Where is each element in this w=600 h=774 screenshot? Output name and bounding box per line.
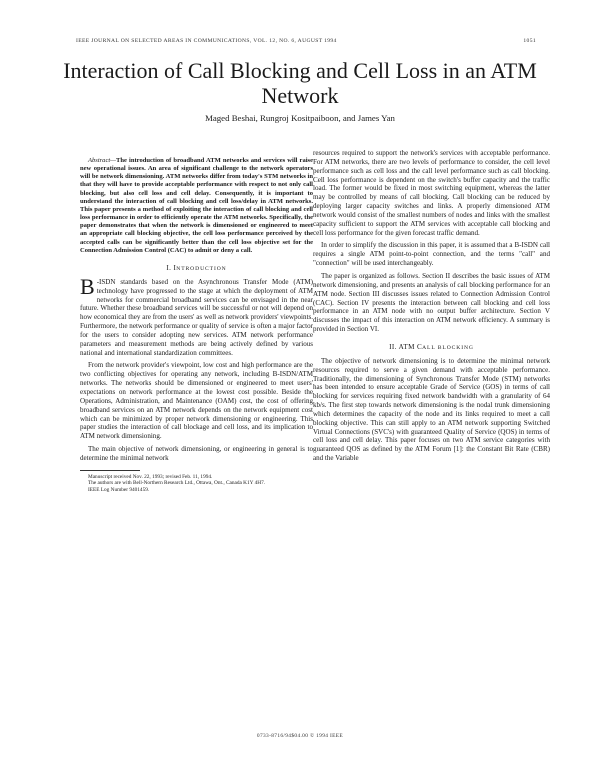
abstract-text: The introduction of broadband ATM networks and services will raise new operational issues. An area of significant challenge to the network operators will be network dimensioning. ATM networks differ from today's STM networks in that they will have to provide acceptable performance with respect to not only call blocking, but also cell loss and cell delay. Consequently, it is important to understand the interaction of call blocking and cell loss/delay in ATM networks. This paper presents a method of exploiting the interaction of call blocking and cell loss performance in order to efficiently operate the ATM networks. Specifically, the paper demonstrates that when the network is dimensioned or engineered to meet an appropriate call blocking objective, the cell loss performance perceived by the accepted calls can be significantly better than the cell loss objective set for the Connection Admission Control (CAC) to admit or deny a call. [80, 157, 313, 254]
drop-cap: B [80, 273, 95, 299]
right-paragraph-2: In order to simplify the discussion in this paper, it is assumed that a B-ISDN call requires a single ATM point-to-point connection, and the terms "call" and "connection" will be used interchangeably. [313, 241, 550, 268]
journal-citation: IEEE JOURNAL ON SELECTED AREAS IN COMMUNICATIONS, VOL. 12, NO. 6, AUGUST 1994 [76, 38, 337, 44]
call-blocking-paragraph-1: The objective of network dimensioning is to determine the minimal network resources required to serve a given demand with acceptable performance. Traditionally, the dimensioning of Synchronous Transfer Mode (STM) networks has been intended to ensure acceptable Grade of Service (GOS) in terms of call blocking for services requiring fixed network bandwidth with a granularity of 64 kb/s. The first step towards network dimensioning is the nodal trunk dimensioning which determines the capacity of the node and its links required to meet a call blocking objective. This can still apply to an ATM network supporting Switched Virtual Connections (SVC's) with guaranteed Quality of Service (QOS) in terms of cell loss and cell delay. This paper focuses on two ATM service categories with guaranteed QOS as defined by the ATM Forum [1]: the Constant Bit Rate (CBR) and the Variable [313, 356, 550, 463]
right-paragraph-1: resources required to support the network's services with acceptable performance. For ATM networks, there are two levels of performance to consider, the cell level performance such as cell loss and the call level performance such as call blocking. Cell loss performance is dependent on the switch's buffer capacity and the traffic load. The former would be fixed in most switching equipment, whereas the latter may be controlled by means of call blocking. Call blocking can be reduced by deploying larger capacity switches and links. A properly dimensioned ATM network would consist of the smallest numbers of nodes and links with the smallest capacity sufficient to support the ATM services with acceptable call blocking and cell loss performance for the given forecast traffic demand. [313, 149, 550, 237]
paper-title: Interaction of Call Blocking and Cell Loss in an ATM Network [63, 58, 537, 108]
abstract [80, 157, 313, 255]
section-heading-introduction [80, 264, 313, 272]
page-number: 1051 [523, 38, 536, 44]
footnote-divider [80, 470, 140, 471]
intro-paragraph-2: From the network provider's viewpoint, low cost and high performance are the two conflicting objectives for operating any network, including B-ISDN/ATM networks. The networks should be dimensioned or engineered to meet users' expectations on network performance at the lowest cost possible. Beside the Operations, Administration, and Maintenance (OAM) cost, the cost of offering broadband services on an ATM network depends on the network equipment cost which can be minimized by proper network dimensioning or engineering. This paper studies the interaction of call blockage and cell loss, and its implication to ATM network dimensioning. [80, 361, 313, 441]
section-title-rest: ALL BLOCKING [422, 344, 474, 351]
footnote-received: Manuscript received Nov. 22, 1993; revised Feb. 11, 1994. [88, 473, 213, 480]
intro-paragraph-3: The main objective of network dimensioning, or engineering in general is to determine the minimal network [80, 445, 313, 462]
section-number: II. [389, 342, 397, 351]
right-paragraph-3: The paper is organized as follows. Section II describes the basic issues of ATM network dimensioning, and presents an analysis of call blocking performance for an ATM node. Section III discusses issues related to Connection Admission Control (CAC). Section IV presents the interaction between call blocking and cell loss performance in an ATM node with no output buffer architecture. Section V discusses the impact of this interaction on ATM network efficiency. A summary is provided in Section VI. [313, 271, 550, 334]
section-title-initial: ATM C [398, 342, 423, 351]
footnote-affiliation: The authors are with Bell-Northern Research Ltd., Ottawa, Ont., Canada K1Y 4H7. [88, 480, 266, 487]
right-column [313, 149, 550, 463]
abstract-label: Abstract— [88, 157, 117, 164]
section-title-initial: I [173, 263, 177, 272]
running-header [76, 38, 536, 50]
author-list: Maged Beshai, Rungroj Kositpaiboon, and James Yan [205, 113, 395, 123]
intro-paragraph-1 [80, 273, 313, 358]
section-heading-call-blocking [313, 343, 550, 351]
footnote-ieee-log: IEEE Log Number 9401459. [88, 486, 150, 493]
intro-paragraph-1-text: -ISDN standards based on the Asynchronous Transfer Mode (ATM) technology have progressed to the stage at which the deployment of ATM networks for commercial broadband services can be envisaged in the near future. Whether these broadband services will be successful or not will depend on how economical they are from the users' as well as network providers' viewpoints. Furthermore, the network performance or quality of service is often a major factor for the users to consider adopting new services. ATM network performance parameters and measurement methods are being actively defined by various national and international standardization committees. [80, 277, 313, 357]
section-number: I. [166, 263, 172, 272]
copyright-line: 0733-8716/94$04.00 © 1994 IEEE [256, 733, 344, 739]
section-title-rest: NTRODUCTION [176, 265, 227, 272]
left-column [80, 149, 313, 494]
